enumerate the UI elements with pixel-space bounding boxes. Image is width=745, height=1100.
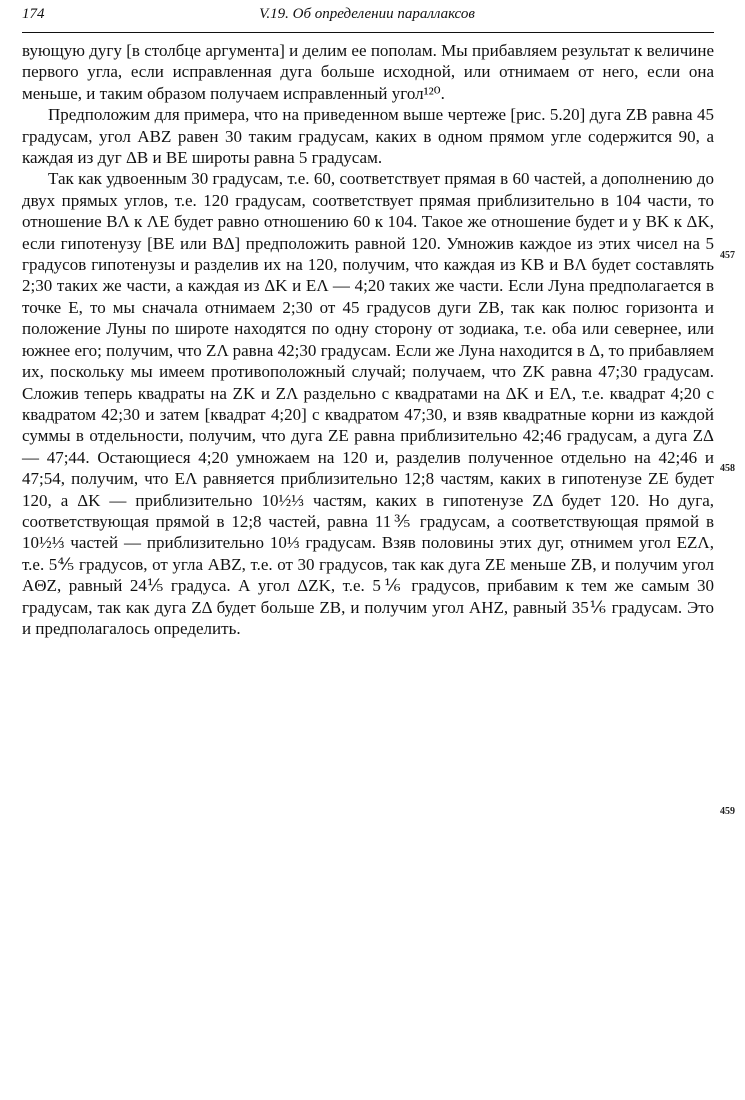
page-number: 174 bbox=[22, 6, 45, 22]
paragraph-2: Предположим для примера, что на приведенном выше чертеже [рис. 5.20] дуга ZB равна 45 градусам, угол ABZ равен 30 таким градусам, каких в одном прямом угле содержится 90, а каждая из дуг ΔB и BE широты равна 5 градусам. bbox=[22, 105, 714, 168]
running-title: V.19. Об определении параллаксов bbox=[259, 6, 475, 22]
page-header bbox=[22, 6, 712, 28]
paragraph-3: Так как удвоенным 30 градусам, т.е. 60, соответствует прямая в 60 частей, а дополнению до двух прямых углов, т.е. 120 градусам, соответствует прямая приблизительно в 104 части, то отношение BΛ к ΛE будет равно отношению 60 к 104. Такое же отношение будет и у BK к ΔK, если гипотенузу [BE или BΔ] предположить равной 120. Умножив каждое из этих чисел на 5 градусов гипотенузы и разделив их на 120, получим, что каждая из KB и BΛ будет составлять 2;30 таких же части, а каждая из ΔK и EΛ — 4;20 таких же части. Если Луна предполагается в точке E, то мы сначала отнимаем 2;30 от 45 градусов дуги ZB, так как полюс горизонта и положение Луны по широте находятся по одну сторону от зодиака, т.е. оба или севернее, или южнее его; получим, что ZΛ равна 42;30 градусам. Если же Луна находится в Δ, то прибавляем их, поскольку мы имеем противоположный случай; получаем, что ZK равна 47;30 градусам. Сложив теперь квадраты на ZK и ZΛ раздельно с квадратами на ΔK и EΛ, т.е. квадрат 4;20 с квадратом 42;30 и затем [квадрат 4;20] с квадратом 47;30, и взяв квадратные корни из каждой суммы в отдельности, получим, что дуга ZE равна приблизительно 42;46 градусам, а дуга ZΔ — 47;44. Остающиеся 4;20 умножаем на 120 и, разделив полученное отдельно на 42;46 и 47;54, получим, что EΛ равняется приблизительно 12;8 частям, каких в гипотенузе ZE будет 120, а ΔK — приблизительно 10½⅓ частям, каких в гипотенузе ZΔ будет 120. Но дуга, соответствующая прямой в 12;8 частей, равна 11⅗ градусам, а соответствующая прямой в 10½⅓ частей — приблизительно 10⅓ градусам. Взяв половины этих дуг, отнимем угол EZΛ, т.е. 5⅘ градусов, от угла ABZ, т.е. от 30 градусов, так как дуга ZE меньше ZB, и получим угол AΘZ, равный 24⅕ градуса. А угол ΔZK, т.е. 5⅙ градусов, прибавим к тем же самым 30 градусам, так как дуга ZΔ будет больше ZB, и получим угол AHZ, равный 35⅙ градусам. Это и предполагалось определить. bbox=[22, 169, 714, 638]
margin-note-459: 459 bbox=[720, 806, 735, 817]
document-body bbox=[22, 40, 714, 639]
paragraph-1: вующую дугу [в столбце аргумента] и делим ее пополам. Мы прибавляем результат к величине первого угла, если исправленная дуга больше исходной, или отнимаем от него, если она меньше, и таким образом получаем исправленный угол¹²⁰. bbox=[22, 41, 714, 103]
header-rule bbox=[22, 32, 714, 33]
margin-note-458: 458 bbox=[720, 463, 735, 474]
margin-note-457: 457 bbox=[720, 250, 735, 261]
